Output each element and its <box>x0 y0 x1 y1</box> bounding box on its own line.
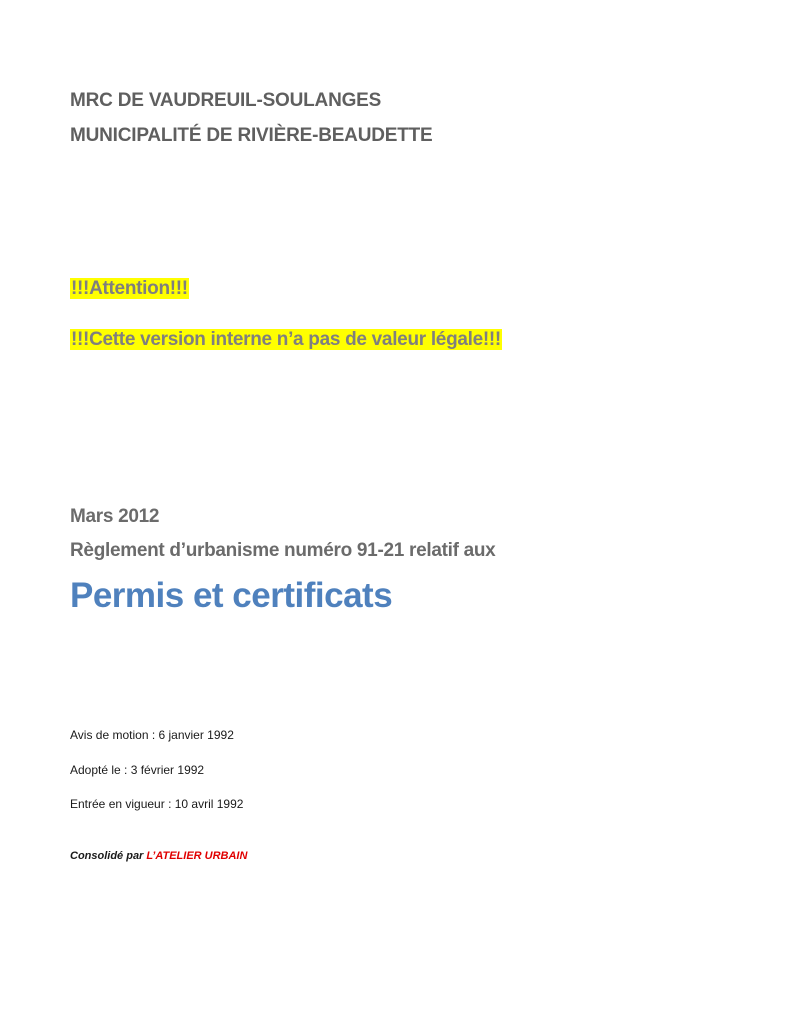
in-force-date: Entrée en vigueur : 10 avril 1992 <box>70 797 244 811</box>
legal-notice-text: !!!Cette version interne n’a pas de valeur légale!!! <box>71 329 501 350</box>
municipality-heading: MUNICIPALITÉ DE RIVIÈRE-BEAUDETTE <box>70 125 433 146</box>
document-title: Permis et certificats <box>70 576 393 615</box>
legal-notice-warning <box>70 329 502 351</box>
consolidation-credit <box>70 850 247 862</box>
regulation-date: Mars 2012 <box>70 506 160 527</box>
adoption-date: Adopté le : 3 février 1992 <box>70 763 205 777</box>
attention-text: !!!Attention!!! <box>71 278 188 299</box>
regulation-subtitle: Règlement d’urbanisme numéro 91-21 relatif aux <box>70 540 496 561</box>
attention-warning <box>70 278 189 300</box>
credit-prefix: Consolidé par <box>70 850 147 862</box>
credit-firm: L’ATELIER URBAIN <box>146 850 248 862</box>
motion-date: Avis de motion : 6 janvier 1992 <box>70 728 234 742</box>
mrc-heading: MRC DE VAUDREUIL-SOULANGES <box>70 90 382 111</box>
